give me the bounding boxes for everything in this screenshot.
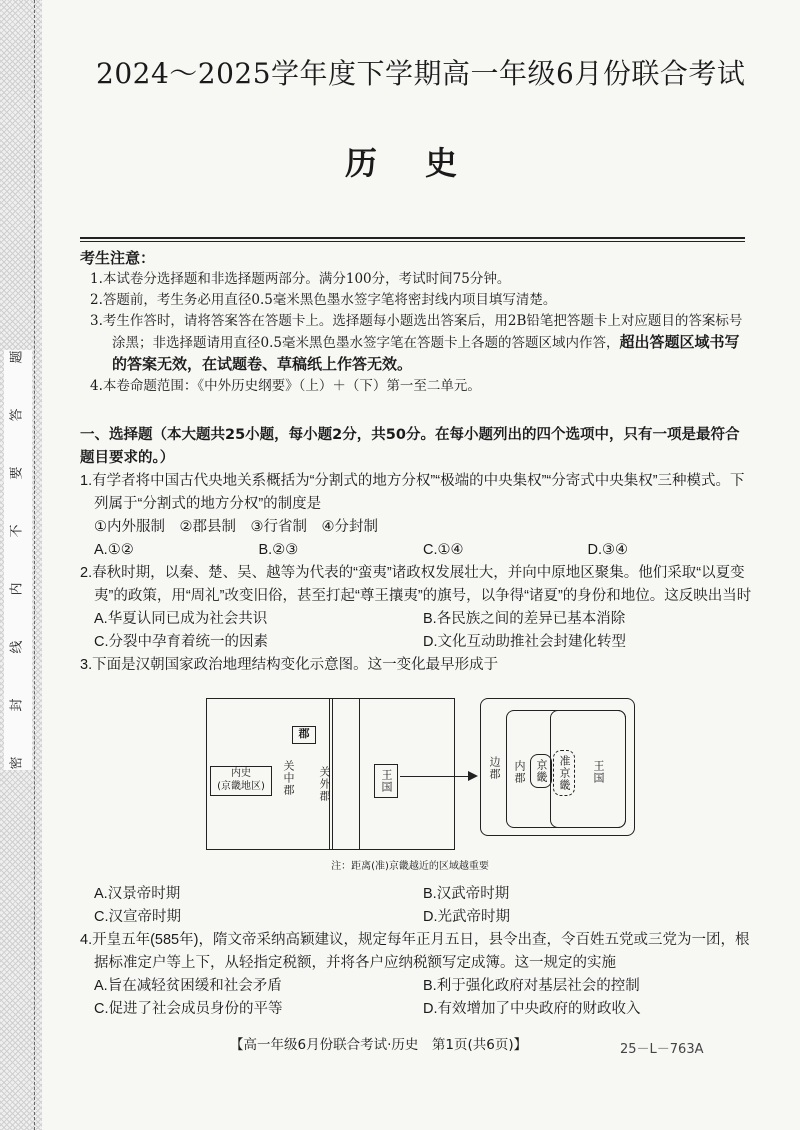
question-3-options-row1	[80, 883, 752, 906]
han-geography-diagram	[120, 698, 680, 878]
notice-heading: 考生注意：	[80, 249, 156, 267]
question-4-options-row2	[80, 998, 752, 1021]
seal-char: 要	[9, 466, 25, 480]
neishi-box: 内史 (京畿地区)	[210, 766, 272, 796]
wangguo-right-label: 王国	[592, 760, 605, 784]
section-title: 一、选择题	[80, 427, 153, 443]
zhun-jingji-box: 准京畿	[553, 750, 575, 796]
subject-title: 历史	[345, 144, 506, 182]
option-d: D.文化互动助推社会封建化转型	[423, 634, 626, 650]
option-b: B.利于强化政府对基层社会的控制	[423, 978, 640, 994]
option-c: C.分裂中孕育着统一的因素	[94, 634, 268, 650]
diagram-note: 注：距离(准)京畿越近的区域越重要	[331, 861, 489, 872]
notice-block	[80, 248, 750, 397]
notice-item: 2.答题前，考生务必用直径0.5毫米黑色墨水签字笔将密封线内项目填写清楚。	[90, 292, 557, 308]
option-d: D.有效增加了中央政府的财政收入	[423, 1001, 641, 1017]
question-2-options-row1	[80, 608, 752, 631]
question-4-options-row1	[80, 975, 752, 998]
binding-strip	[0, 0, 42, 1130]
guanwai-jun-label: 关外郡	[318, 766, 331, 802]
wangguo-left-box: 王国	[374, 764, 398, 798]
notice-item: 4.本卷命题范围：《中外历史纲要》（上）＋（下）第一至二单元。	[90, 378, 481, 394]
option-a: A.华夏认同已成为社会共识	[94, 611, 268, 627]
question-1-stem: 1.有学者将中国古代央地关系概括为“分割式的地方分权”“极端的中央集权”“分寄式中央集权”三种模式。下列属于“分割式的地方分权”的制度是	[80, 473, 745, 512]
option-d: D.光武帝时期	[423, 909, 510, 925]
guanzhong-jun-label: 关中郡	[282, 760, 295, 796]
question-2-stem: 2.春秋时期，以秦、楚、吴、越等为代表的“蛮夷”诸政权发展壮大，并向中原地区聚集。他们采取“以夏变夷”的政策，用“周礼”改变旧俗，甚至打起“尊王攘夷”的旗号，以争得“诸夏”的身份和地位。这反映出当时	[80, 565, 752, 604]
option-a: A.旨在减轻贫困缓和社会矛盾	[94, 978, 282, 994]
question-3-options-row2	[80, 906, 752, 929]
section-header	[80, 424, 752, 470]
jun-label: 郡	[292, 726, 316, 744]
option-d: D.③④	[587, 542, 628, 558]
option-c: C.汉宣帝时期	[94, 909, 181, 925]
notice-item-text: 3.考生作答时，请将答案答在答题卡上。选择题每小题选出答案后，用2B铅笔把答题卡上对应题目的答案标号涂黑；非选择题请用直径0.5毫米黑色墨水签字笔在答题卡上各题的答题区域内作答，	[90, 313, 743, 351]
question-3-stem: 3.下面是汉朝国家政治地理结构变化示意图。这一变化最早形成于	[80, 657, 499, 673]
header-rule	[80, 237, 745, 239]
option-b: B.各民族之间的差异已基本消除	[423, 611, 626, 627]
option-b: B.②③	[258, 542, 299, 558]
seal-line-text	[4, 350, 32, 770]
seal-char: 答	[9, 408, 25, 422]
page-footer: 【高一年级6月份联合考试·历史 第1页(共6页)】	[230, 1037, 528, 1053]
question-1-options	[80, 539, 752, 562]
seal-char: 封	[9, 698, 25, 712]
seal-line	[34, 0, 36, 1130]
question-2-options-row2	[80, 631, 752, 654]
header-rule-thin	[80, 241, 745, 242]
bian-jun-label: 边郡	[488, 756, 501, 780]
option-b: B.汉武帝时期	[423, 886, 510, 902]
seal-char: 不	[9, 524, 25, 538]
jingji-box: 京畿	[530, 754, 552, 788]
seal-char: 密	[9, 756, 25, 770]
nei-jun-label: 内郡	[513, 760, 526, 784]
arrow-shaft	[400, 776, 470, 777]
section-desc: （本大题共25小题，每小题2分，共50分。在每小题列出的四个选项中，只有一项是最符合题目要求的。）	[80, 427, 740, 466]
option-c: C.促进了社会成员身份的平等	[94, 1001, 283, 1017]
guanwai-divider	[332, 698, 360, 850]
seal-char: 题	[9, 350, 25, 364]
paper-code: 25－L－763A	[620, 1042, 704, 1057]
seal-char: 内	[9, 582, 25, 596]
notice-emphasis: 超出答题区域书写的答案无效，在试题卷、草稿纸上作答无效。	[112, 333, 740, 373]
seal-char: 线	[9, 640, 25, 654]
question-1-items: ①内外服制 ②郡县制 ③行省制 ④分封制	[94, 519, 378, 535]
option-a: A.①②	[94, 542, 134, 558]
question-4-stem: 4.开皇五年(585年)，隋文帝采纳高颖建议，规定每年正月五日，县令出查，令百姓五党或三党为一团，根据标准定户等上下，从轻指定税额，并将各户应纳税额写定成簿。这一规定的实施	[80, 932, 750, 971]
notice-item: 1.本试卷分选择题和非选择题两部分。满分100分，考试时间75分钟。	[90, 271, 511, 287]
option-c: C.①④	[423, 542, 464, 558]
option-a: A.汉景帝时期	[94, 886, 181, 902]
notice-item	[80, 311, 750, 376]
arrow-right-icon	[468, 771, 478, 781]
exam-title: 2024～2025学年度下学期高一年级6月份联合考试	[96, 57, 746, 90]
